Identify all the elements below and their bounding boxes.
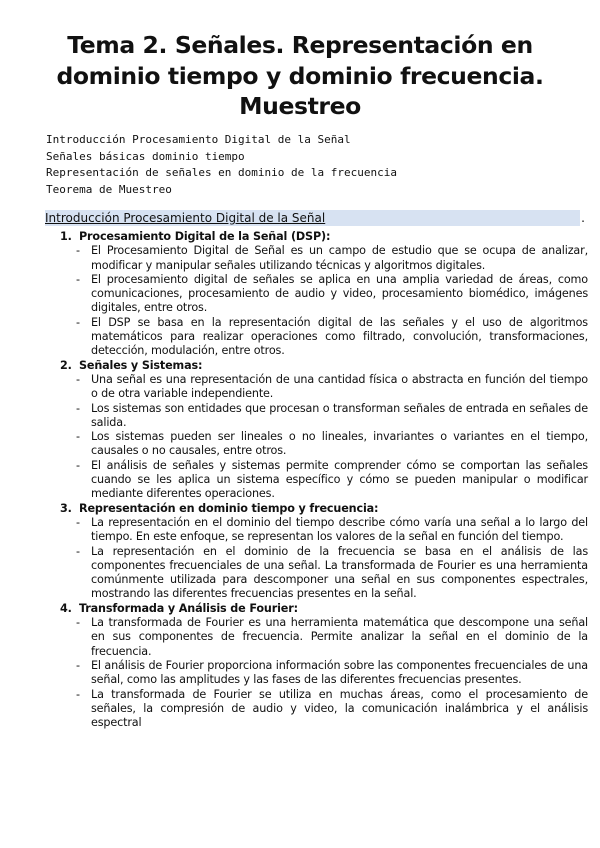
dash-bullet-icon: - bbox=[76, 544, 80, 558]
topic-heading bbox=[60, 502, 588, 516]
topic bbox=[60, 359, 588, 502]
dash-bullet-icon: - bbox=[76, 272, 80, 286]
dash-bullet-icon: - bbox=[76, 372, 80, 386]
topic-title: Procesamiento Digital de la Señal (DSP): bbox=[79, 230, 331, 243]
section-heading-trailing: . bbox=[581, 211, 585, 225]
toc-item[interactable]: Teorema de Muestreo bbox=[46, 182, 172, 196]
dash-bullet-icon: - bbox=[76, 458, 80, 472]
topic-title: Señales y Sistemas: bbox=[79, 358, 203, 372]
topic-number: 3. bbox=[60, 501, 72, 515]
topic bbox=[60, 230, 588, 359]
bullet-text: Una señal es una representación de una cantidad física o abstracta en función del tiempo o de otra variable independiente. bbox=[91, 372, 588, 401]
topic-title: Transformada y Análisis de Fourier: bbox=[79, 601, 298, 615]
dash-bullet-icon: - bbox=[76, 315, 80, 329]
bullet-item bbox=[60, 402, 588, 431]
bullet-text: El análisis de señales y sistemas permite comprender cómo se comportan las señales cuando se les aplica un sistema específico y cómo se pueden manipular o modificar mediante diferentes operaciones. bbox=[91, 458, 588, 501]
dash-bullet-icon: - bbox=[76, 616, 80, 630]
bullet-text: La representación en el dominio de la frecuencia se basa en el análisis de las componentes frecuenciales de una señal. La transformada de Fourier es una herramienta comúnmente utilizada para descomponer una señal en sus componentes espectrales, mostrando las diferentes frecuencias presentes en la señal. bbox=[91, 544, 588, 601]
bullet-text: Los sistemas pueden ser lineales o no lineales, invariantes o variantes en el tiempo, causales o no causales, entre otros. bbox=[91, 430, 588, 458]
dash-bullet-icon: - bbox=[76, 515, 80, 529]
bullet-item bbox=[60, 545, 588, 602]
topic-heading bbox=[60, 602, 588, 616]
bullet-list bbox=[60, 244, 588, 358]
bullet-item bbox=[60, 373, 588, 402]
bullet-list bbox=[60, 373, 588, 502]
bullet-item bbox=[60, 273, 588, 316]
bullet-item bbox=[60, 430, 588, 459]
bullet-list bbox=[60, 616, 588, 730]
topic bbox=[60, 502, 588, 602]
dash-bullet-icon: - bbox=[76, 687, 80, 701]
content-body bbox=[60, 230, 588, 730]
bullet-item bbox=[60, 688, 588, 731]
bullet-text: La representación en el dominio del tiempo describe cómo varía una señal a lo largo del tiempo. En este enfoque, se representan los valores de la señal en función del tiempo. bbox=[91, 515, 588, 544]
bullet-text: El análisis de Fourier proporciona información sobre las componentes frecuenciales de una señal, como las amplitudes y las fases de las diferentes frecuencias presentes. bbox=[91, 658, 588, 687]
toc-item[interactable]: Representación de señales en dominio de la frecuencia bbox=[46, 166, 397, 179]
bullet-item bbox=[60, 516, 588, 545]
topic-number: 1. bbox=[60, 230, 72, 243]
topic-heading bbox=[60, 359, 588, 373]
toc-item[interactable]: Señales básicas dominio tiempo bbox=[46, 149, 245, 163]
dash-bullet-icon: - bbox=[76, 658, 80, 672]
bullet-item bbox=[60, 459, 588, 502]
topic-number: 4. bbox=[60, 601, 72, 615]
dash-bullet-icon: - bbox=[76, 430, 80, 444]
page-title: Tema 2. Señales. Representación en dominio tiempo y dominio frecuencia. Muestreo bbox=[56, 31, 544, 120]
bullet-text: Los sistemas son entidades que procesan o transforman señales de entrada en señales de salida. bbox=[91, 401, 588, 429]
topic bbox=[60, 602, 588, 731]
topic-heading bbox=[60, 230, 588, 244]
bullet-item bbox=[60, 244, 588, 273]
table-of-contents bbox=[46, 132, 397, 198]
bullet-list bbox=[60, 516, 588, 602]
dash-bullet-icon: - bbox=[76, 244, 80, 258]
section-heading-text: Introducción Procesamiento Digital de la Señal bbox=[45, 211, 326, 225]
bullet-text: La transformada de Fourier se utiliza en muchas áreas, como el procesamiento de señales, la compresión de audio y video, la comunicación inalámbrica y el análisis espectral bbox=[91, 687, 588, 730]
bullet-item bbox=[60, 659, 588, 688]
bullet-text: La transformada de Fourier es una herramienta matemática que descompone una señal en sus componentes de frecuencia. Permite analizar la señal en el dominio de la frecuencia. bbox=[91, 616, 588, 658]
toc-item[interactable]: Introducción Procesamiento Digital de la Señal bbox=[46, 133, 351, 146]
bullet-text: El procesamiento digital de señales se aplica en una amplia variedad de áreas, como comunicaciones, procesamiento de audio y video, procesamiento biomédico, imágenes digitales, entre otros. bbox=[91, 272, 588, 315]
dash-bullet-icon: - bbox=[76, 401, 80, 415]
bullet-text: El Procesamiento Digital de Señal es un campo de estudio que se ocupa de analizar, modificar y manipular señales utilizando técnicas y algoritmos digitales. bbox=[91, 244, 588, 272]
topic-number: 2. bbox=[60, 358, 72, 372]
bullet-text: El DSP se basa en la representación digital de las señales y el uso de algoritmos matemáticos para realizar operaciones como filtrado, convolución, transformaciones, detección, modulación, entre otros. bbox=[91, 315, 588, 358]
topic-title: Representación en dominio tiempo y frecuencia: bbox=[79, 501, 379, 515]
bullet-item bbox=[60, 616, 588, 659]
bullet-item bbox=[60, 316, 588, 359]
section-heading bbox=[45, 210, 585, 226]
